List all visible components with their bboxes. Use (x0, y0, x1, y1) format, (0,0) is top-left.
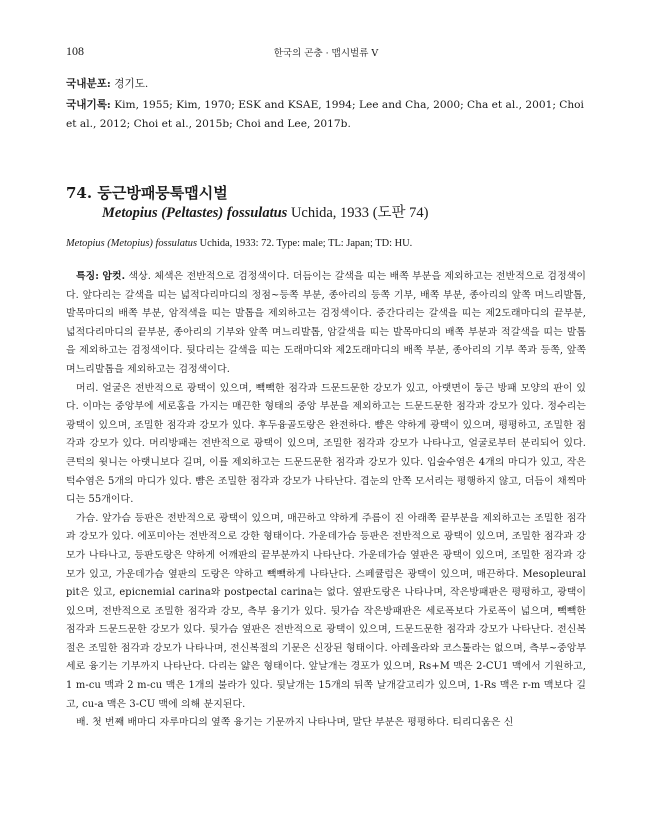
features-label: 특징: (76, 271, 100, 282)
species-epithet: fossulatus (226, 205, 288, 221)
distribution-label: 국내분포: (66, 78, 111, 90)
distribution-text: 경기도. (114, 78, 149, 90)
sex-label: 암컷. (102, 271, 126, 282)
synonym-line (66, 236, 586, 252)
running-title: 한국의 곤충 · 맵시벌류 V (273, 48, 379, 59)
species-author: Uchida, 1933 (290, 205, 370, 221)
synonym-rest: Uchida, 1933: 72. Type: male; TL: Japan; TD: HU. (199, 238, 413, 249)
description-paragraph-head: 머리. 얼굴은 전반적으로 광택이 있으며, 빽빽한 점각과 드문드문한 강모가 있고, 아랫면이 둥근 방패 모양의 판이 있다. 이마는 중앙부에 세로홈을 가지는 매끈한 형태의 중앙 부분을 제외하고는 드문드문한 점각과 강모가 있다. 정수리는 광택이 있으며, 조밀한 점각과 강모가 있다. 후두융골도랑은 완전하다. 뺨은 약하게 광택이 있으며, 평평하고, 조밀한 점각과 강모가 있다. 머리방패는 전반적으로 광택이 있으며, 조밀한 점각과 강모가 나타나고, 얼굴로부터 분리되어 있다. 큰턱의 윗니는 아랫니보다 길며, 이를 제외하고는 드문드문한 점각과 강모가 있다. 입술수염은 4개의 마디가 있고, 작은턱수염은 5개의 마디가 있다. 뺨은 조밀한 점각과 강모가 나타난다. 겹눈의 안쪽 모서리는 평행하지 않고, 더듬이 채찍마디는 55개이다. (66, 382, 586, 506)
species-korean-line (66, 183, 586, 203)
species-scientific-line (66, 203, 586, 223)
description-paragraph-abdomen: 배. 첫 번째 배마디 자루마디의 옆쪽 융기는 기문까지 나타나며, 말단 부분은 평평하다. 티리디움은 신 (76, 717, 514, 729)
description-color-text: 색상. 체색은 전반적으로 검정색이다. 더듬이는 갈색을 띠는 배쪽 부분을 제외하고는 전반적으로 검정색이다. 앞다리는 갈색을 띠는 넓적다리마디의 정점~등쪽 부분, 종아리의 등쪽 기부, 배쪽 부분, 종아리의 앞쪽 며느리발톱, 발목마디의 배쪽 부분, 암적색을 띠는 발톱을 제외하고는 검정색이다. 중간다리는 갈색을 띠는 제2도래마디의 끝부분, 넓적다리마디의 끝부분, 종아리의 기부와 앞쪽 며느리발톱, 암갈색을 띠는 발목마디의 배쪽 부분과 적갈색을 띠는 발톱을 제외하고는 검정색이다. 뒷다리는 갈색을 띠는 도래마디와 제2도래마디의 배쪽 부분, 종아리의 기부 쪽과 등쪽, 앞쪽 며느리발톱을 제외하고는 검정색이다. (66, 271, 586, 375)
species-heading (66, 183, 586, 223)
species-subgenus: (Peltastes) (161, 205, 224, 221)
species-korean-name: 둥근방패뭉툭맵시벌 (97, 184, 228, 202)
description-paragraph-color (66, 268, 586, 380)
records-label: 국내기록: (66, 99, 111, 111)
records-line (66, 96, 586, 134)
species-genus: Metopius (102, 205, 158, 221)
synonym-name: Metopius (Metopius) fossulatus (66, 238, 198, 249)
page-number: 108 (66, 44, 84, 58)
species-plate: (도판 74) (372, 205, 429, 221)
description-paragraph-thorax: 가슴. 앞가슴 등판은 전반적으로 광택이 있으며, 매끈하고 약하게 주름이 진 아래쪽 끝부분을 제외하고는 조밀한 점각과 강모가 있다. 에포미아는 전반적으로 강한 형태이다. 가운데가슴 등판은 전반적으로 광택이 있으며, 조밀한 점각과 강모가 나타나고, 등판도랑은 약하게 어깨판의 끝부분까지 나타난다. 가운데가슴 옆판은 광택이 있으며, 조밀한 점각과 강모가 있고, 가운데가슴 옆판의 도랑은 약하고 빽빽하게 나타난다. 스페큘럼은 광택이 있으며, 매끈하다. Mesopleural pit은 있고, epicnemial carina와 postpectal carina는 없다. 옆판도랑은 나타나며, 작은방패판은 평평하고, 광택이 있으며, 전반적으로 조밀한 점각과 강모, 측부 융기가 있다. 뒷가슴 작은방패판은 세로폭보다 가로폭이 넓으며, 빽빽한 점각과 드문드문한 강모가 있다. 뒷가슴 옆판은 전반적으로 광택이 있으며, 드문드문한 점각과 강모가 나타난다. 전신복절은 조밀한 점각과 강모가 나타나며, 전신복절의 기문은 신장된 형태이다. 아레올라와 코스툴라는 없으며, 측부~중앙부 세로 융기는 기부까지 나타난다. 다리는 얇은 형태이다. 앞날개는 경포가 있으며, Rs+M 맥은 2-CU1 맥에서 기원하고, 1 m-cu 맥과 2 m-cu 맥은 1개의 불라가 있다. 뒷날개는 15개의 뒤쪽 날개갈고리가 있으며, 1-Rs 맥은 r-m 맥보다 길고, cu-a 맥은 3-CU 맥에 의해 분지된다. (66, 512, 587, 710)
description (66, 268, 586, 733)
records-text: Kim, 1955; Kim, 1970; ESK and KSAE, 1994; Lee and Cha, 2000; Cha et al., 2001; Choi et al., 2012; Choi et al., 2015b; Choi and Lee, 2017b. (66, 99, 584, 130)
species-number: 74. (66, 184, 93, 202)
distribution-line (66, 75, 586, 94)
